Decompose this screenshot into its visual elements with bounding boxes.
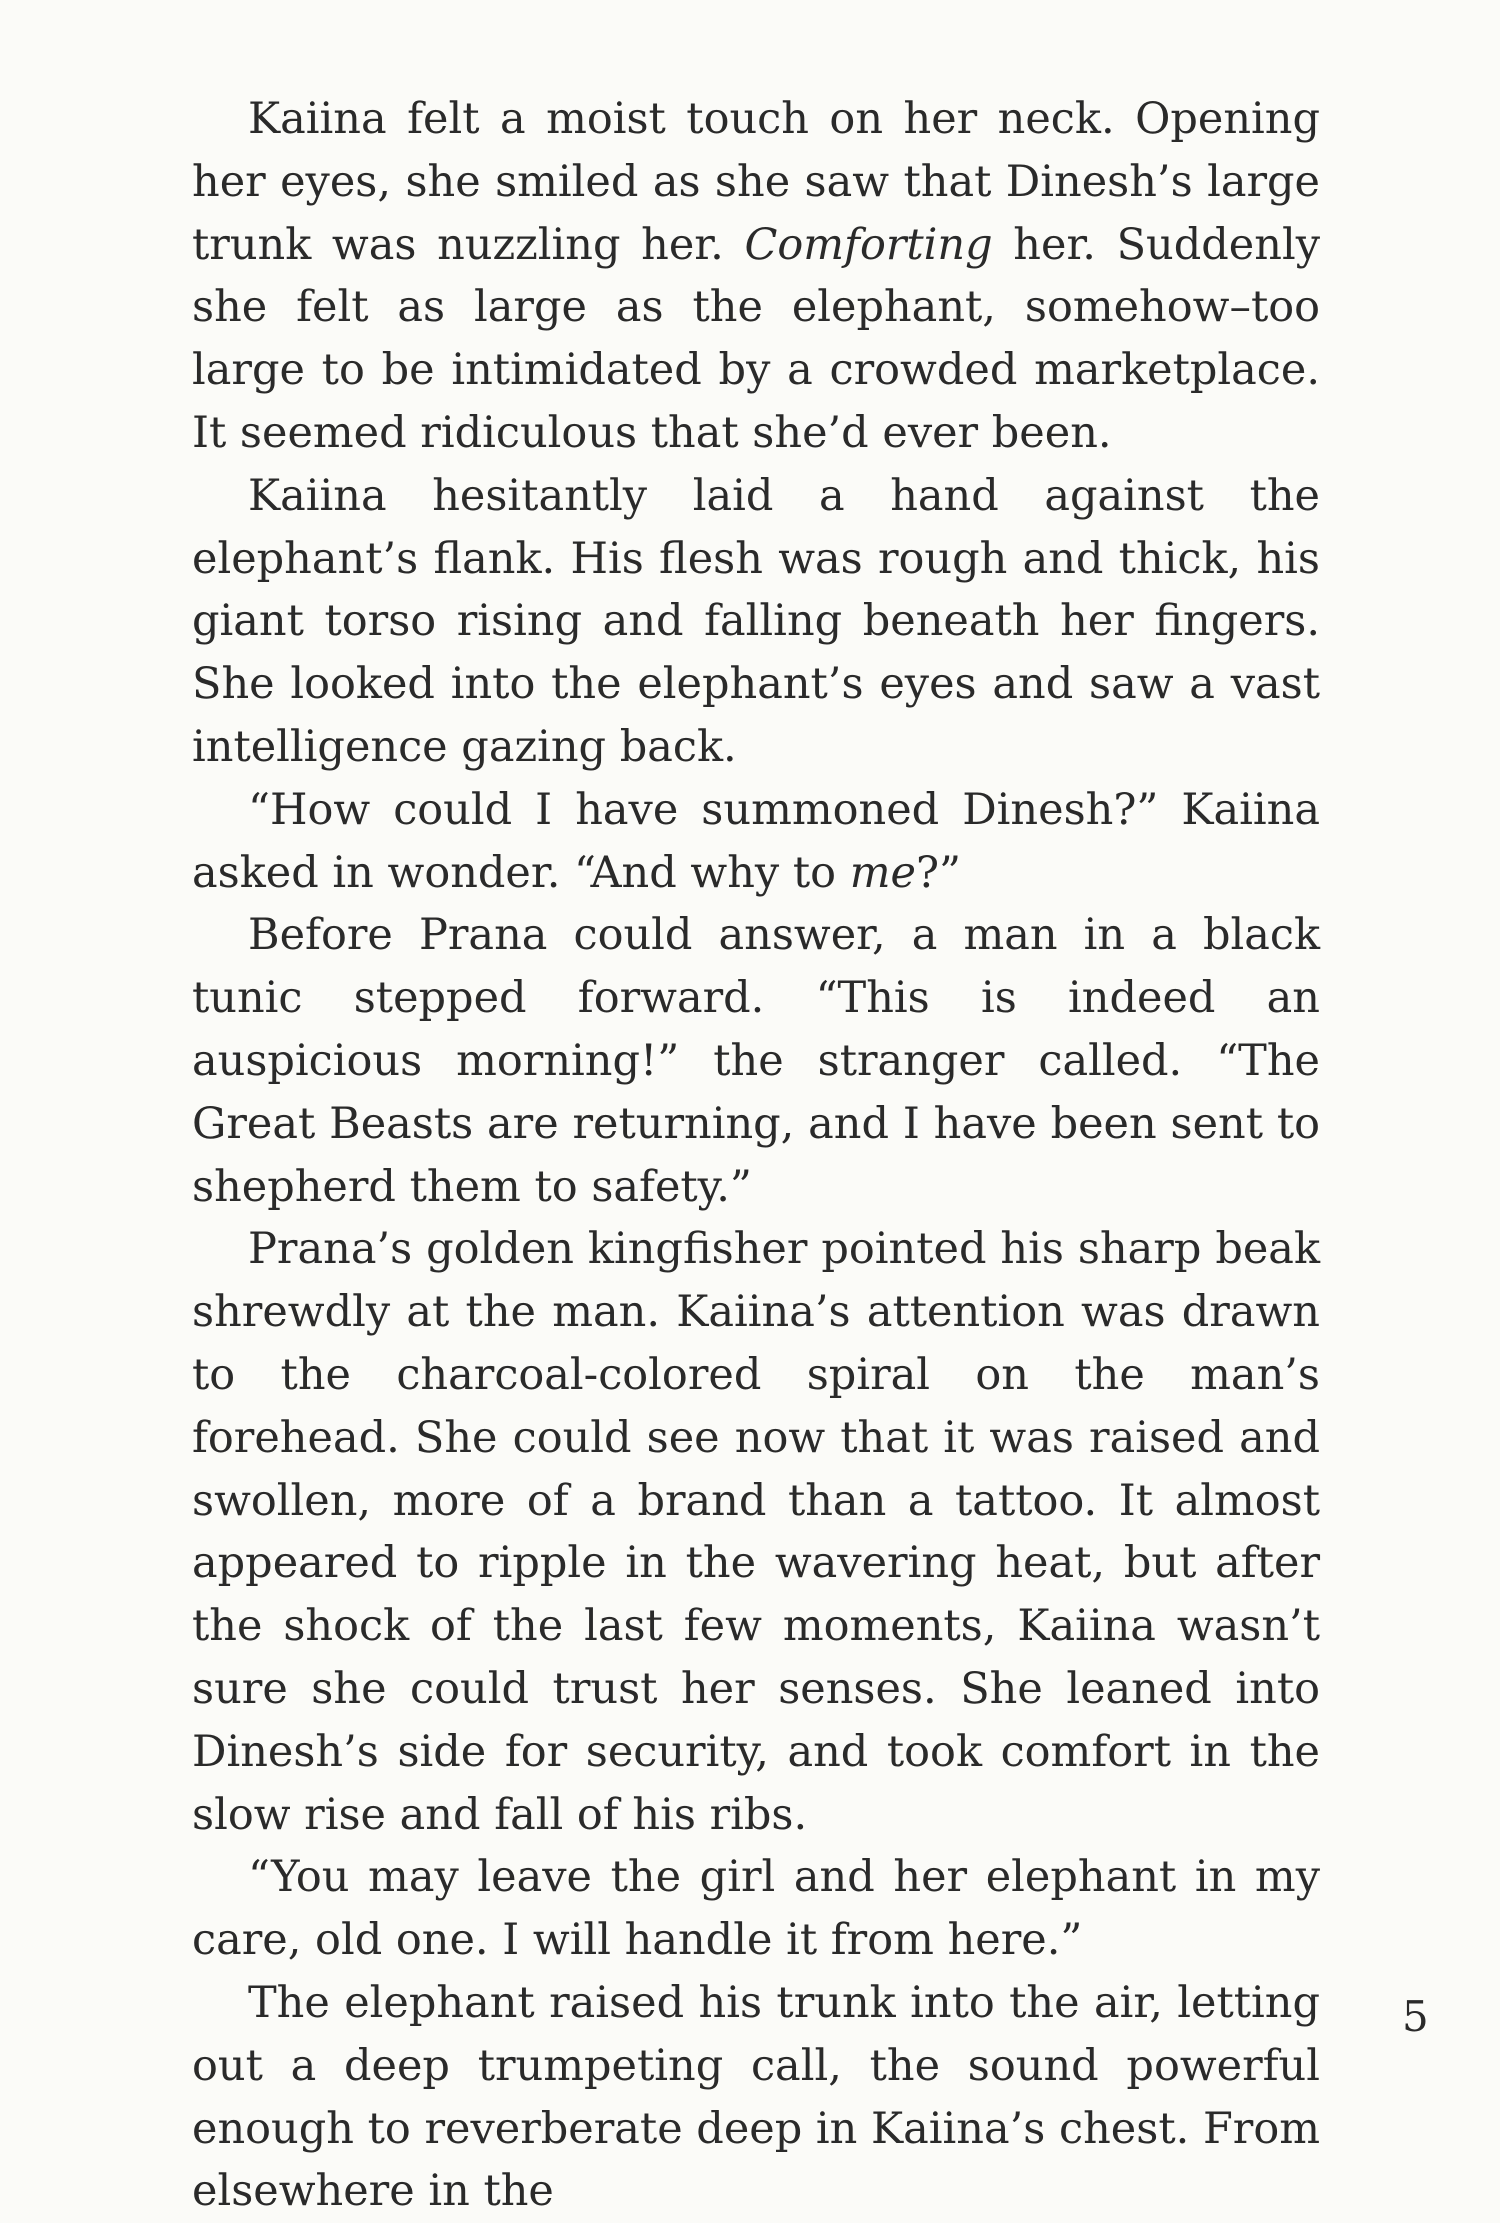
paragraph-3-emphasis: me <box>849 847 916 898</box>
paragraph-1 <box>192 88 1320 465</box>
paragraph-3-text-end: ?” <box>915 847 962 898</box>
paragraph-4: Before Prana could answer, a man in a black tunic stepped forward. “This is indeed an auspicious morning!” the stranger called. “The Great Beasts are returning, and I have been sent to shepherd them to safety.” <box>192 910 1320 1212</box>
paragraph-1-text-start: Kaiina felt a moist touch on her neck. Opening her eyes, she smiled as she saw that Dinesh’s large trunk was nuzzling her. <box>192 94 1320 270</box>
paragraph-6: “You may leave the girl and her elephant in my care, old one. I will handle it from here.” <box>192 1852 1320 1966</box>
paragraph-3-text-start: “How could I have summoned Dinesh?” Kaiina asked in wonder. “And why to <box>192 784 1320 898</box>
page-number: 5 <box>1402 1992 1429 2041</box>
paragraph-1-emphasis: Comforting <box>744 219 993 270</box>
paragraph-3 <box>192 779 1320 905</box>
paragraph-5: Prana’s golden kingfisher pointed his sharp beak shrewdly at the man. Kaiina’s attention was drawn to the charcoal-colored spiral on the man’s forehead. She could see now that it was raised and swollen, more of a brand than a tattoo. It almost appeared to ripple in the wavering heat, but after the shock of the last few moments, Kaiina wasn’t sure she could trust her senses. She leaned into Dinesh’s side for security, and took comfort in the slow rise and fall of his ribs. <box>192 1224 1320 1840</box>
paragraph-1-text-end: her. Suddenly she felt as large as the elephant, somehow–too large to be intimidated by a crowded marketplace. It seemed ridiculous that she’d ever been. <box>192 219 1320 458</box>
paragraph-7: The elephant raised his trunk into the air, letting out a deep trumpeting call, the sound powerful enough to reverberate deep in Kaiina’s chest. From elsewhere in the <box>192 1977 1320 2217</box>
page-body <box>192 88 1320 2223</box>
paragraph-2: Kaiina hesitantly laid a hand against the elephant’s flank. His flesh was rough and thick, his giant torso rising and falling beneath her fingers. She looked into the elephant’s eyes and saw a vast intelligence gazing back. <box>192 470 1320 772</box>
